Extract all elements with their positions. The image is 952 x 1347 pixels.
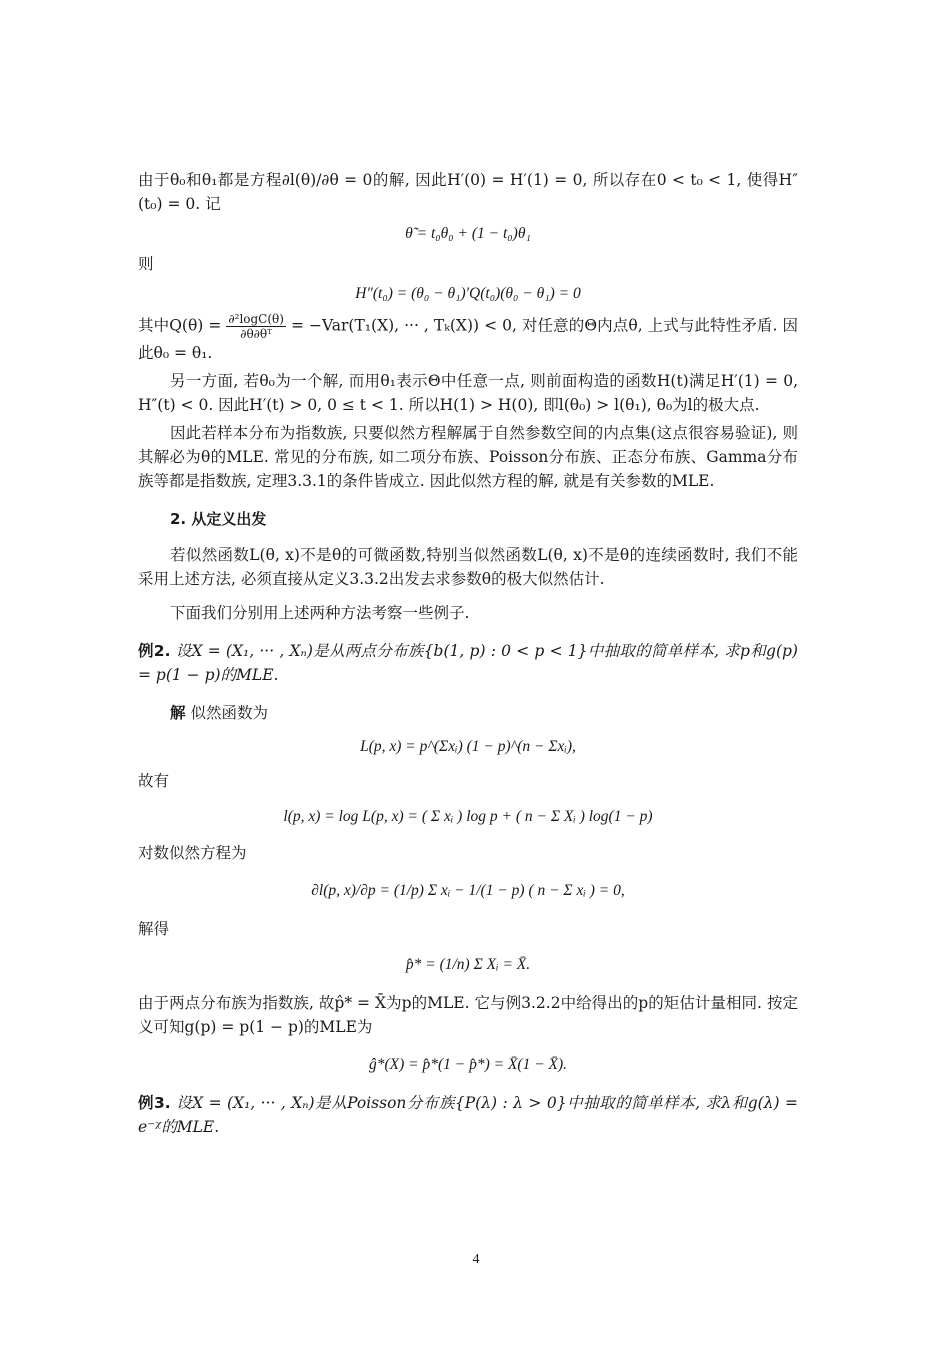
word-ze: 则	[138, 255, 154, 273]
section-title: 2. 从定义出发	[170, 510, 267, 528]
paragraph-1: 由于θ₀和θ₁都是方程∂l(θ)/∂θ = 0的解, 因此H′(0) = H′(1) = 0, 所以存在0 < t₀ < 1, 使得H″(t₀) = 0. 记	[138, 171, 798, 213]
word-duishu: 对数似然方程为	[138, 844, 247, 862]
solution-text: 似然函数为	[190, 704, 268, 722]
solution-label: 解	[170, 704, 186, 722]
equation-theta-tilde: θ̃ = t₀θ₀ + (1 − t₀)θ₁	[405, 225, 531, 242]
example-2-label: 例2.	[138, 642, 171, 660]
paragraph-2	[138, 312, 798, 365]
page-body	[138, 168, 798, 1139]
paragraph-5: 若似然函数L(θ, x)不是θ的可微函数,特别当似然函数L(θ, x)不是θ的连续函数时, 我们不能采用上述方法, 必须直接从定义3.3.2出发去求参数θ的极大似然估计.	[138, 546, 798, 588]
paragraph-3: 另一方面, 若θ₀为一个解, 而用θ₁表示Θ中任意一点, 则前面构造的函数H(t)满足H′(1) = 0, H″(t) < 0. 因此H′(t) > 0, 0 ≤ t < 1. 所以H(1) > H(0), 即l(θ₀) > l(θ₁), θ₀为l的极大点.	[138, 372, 798, 414]
page-number: 4	[472, 1252, 480, 1267]
equation-H-second: H″(t₀) = (θ₀ − θ₁)′Q(t₀)(θ₀ − θ₁) = 0	[355, 285, 581, 302]
equation-likelihood: L(p, x) = p^(Σxᵢ) (1 − p)^(n − Σxᵢ),	[360, 738, 576, 755]
equation-p-hat: p̂* = (1/n) Σ Xᵢ = X̄.	[405, 956, 531, 973]
fraction-logC	[226, 312, 286, 341]
solution-intro	[138, 701, 798, 725]
example-3-text: 设X = (X₁, ··· , Xₙ)是从Poisson分布族{P(λ) : λ > 0}中抽取的简单样本, 求λ和g(λ) = e⁻ᵡ的MLE.	[138, 1094, 798, 1136]
paragraph-2-start: 其中Q(θ) =	[138, 316, 222, 335]
paragraph-2-end: = −Var(T₁(X), ··· , Tₖ(X)) < 0, 对任意的Θ内点θ, 上式与此特性矛盾. 因此θ₀ = θ₁.	[138, 316, 798, 362]
equation-loglik: l(p, x) = log L(p, x) = ( Σ xᵢ ) log p + ( n − Σ Xᵢ ) log(1 − p)	[283, 808, 653, 825]
word-guyou: 故有	[138, 772, 170, 790]
paragraph-7: 由于两点分布族为指数族, 故p̂* = X̄为p的MLE. 它与例3.2.2中给得出的p的矩估计量相同. 按定义可知g(p) = p(1 − p)的MLE为	[138, 994, 798, 1036]
paragraph-4: 因此若样本分布为指数族, 只要似然方程解属于自然参数空间的内点集(这点很容易验证), 则其解必为θ的MLE. 常见的分布族, 如二项分布族、Poisson分布族、正态分布族、Gamma分布族等都是指数族, 定理3.3.1的条件皆成立. 因此似然方程的解, 就是有关参数的MLE.	[138, 424, 798, 490]
fraction-numerator: ∂²logC(θ)	[228, 312, 284, 326]
example-3-label: 例3.	[138, 1094, 171, 1112]
word-jiede: 解得	[138, 920, 170, 938]
fraction-denominator: ∂θ∂θᵀ	[240, 327, 273, 341]
equation-g-hat: ĝ*(X) = p̂*(1 − p̂*) = X̄(1 − X̄).	[368, 1056, 568, 1073]
paragraph-6: 下面我们分别用上述两种方法考察一些例子.	[170, 604, 470, 622]
example-2-text: 设X = (X₁, ··· , Xₙ)是从两点分布族{b(1, p) : 0 < p < 1}中抽取的简单样本, 求p和g(p) = p(1 − p)的MLE.	[138, 642, 798, 684]
equation-score: ∂l(p, x)/∂p = (1/p) Σ xᵢ − 1/(1 − p) ( n − Σ xᵢ ) = 0,	[311, 882, 625, 899]
example-2	[138, 639, 798, 687]
example-3	[138, 1091, 798, 1139]
